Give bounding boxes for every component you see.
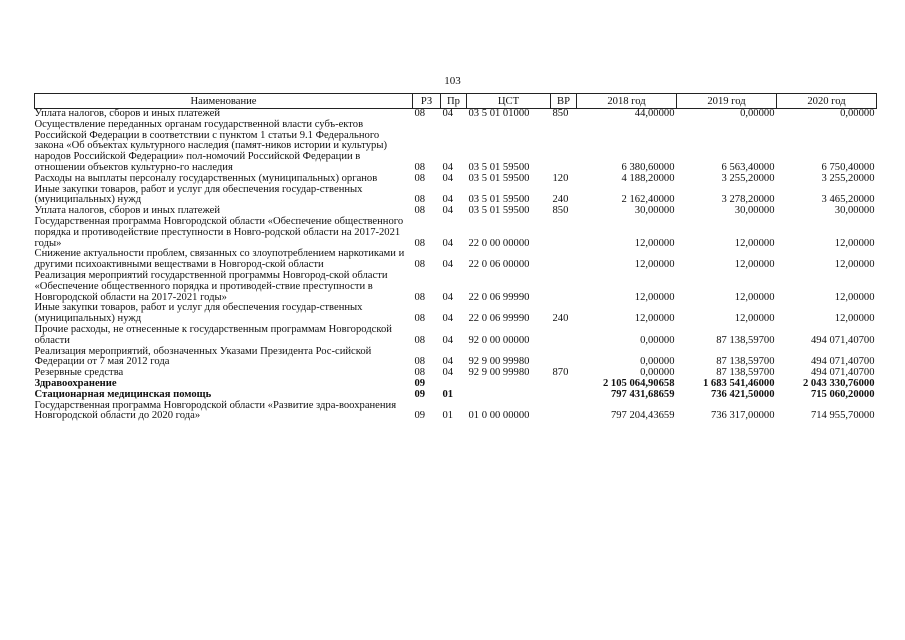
- header-pr: Пр: [441, 94, 467, 109]
- cell-cst: 92 0 00 00000: [468, 334, 530, 346]
- cell-rz: 08: [414, 291, 426, 303]
- cell-pr: 04: [442, 108, 454, 119]
- cell-2020: 494 071,40700: [810, 367, 875, 379]
- cell-2019: 30,00000: [734, 205, 775, 217]
- cell-rz: 08: [414, 194, 426, 206]
- cell-pr: 04: [442, 334, 454, 346]
- table-row: [35, 325, 877, 347]
- cell-vr: [551, 325, 577, 347]
- cell-cst: 03 5 01 59500: [468, 161, 530, 173]
- cell-cst: 92 9 00 99980: [468, 367, 530, 379]
- cell-pr: 01: [442, 410, 454, 422]
- cell-pr: 04: [442, 161, 454, 173]
- cell-2020: 0,00000: [840, 108, 875, 119]
- cell-pr: 04: [442, 313, 454, 325]
- cell-2018: 44,00000: [634, 108, 675, 119]
- cell-name: Стационарная медицинская помощь: [34, 388, 212, 400]
- cell-pr: 04: [442, 356, 454, 368]
- cell-2019: 87 138,59700: [716, 367, 775, 379]
- cell-2020: 12,00000: [834, 259, 875, 271]
- cell-2019: 3 278,20000: [721, 194, 775, 206]
- cell-2020: 12,00000: [834, 291, 875, 303]
- cell-vr: [551, 271, 577, 303]
- cell-2020: 3 465,20000: [821, 194, 875, 206]
- cell-2020: 494 071,40700: [810, 356, 875, 368]
- cell-name: Реализация мероприятий, обозначенных Указами Президента Рос-сийской Федерации от 7 мая 2012 года: [34, 345, 372, 368]
- cell-pr: 04: [442, 367, 454, 379]
- table-row: [35, 120, 877, 174]
- cell-2020: 2 043 330,76000: [802, 377, 875, 389]
- cell-name: Снижение актуальности проблем, связанных со злоупотреблением наркотиками и другими психоактивными веществами в Новгород-ской области: [34, 248, 405, 271]
- cell-cst: 22 0 06 00000: [468, 259, 530, 271]
- budget-table: [34, 93, 877, 422]
- cell-2019: 87 138,59700: [716, 334, 775, 346]
- cell-2020: 715 060,20000: [810, 388, 875, 400]
- table-row: [35, 185, 877, 207]
- table-row: [35, 347, 877, 369]
- cell-cst: 03 5 01 59500: [468, 172, 530, 184]
- table-row: [35, 390, 877, 401]
- table-row: [35, 401, 877, 423]
- cell-rz: 08: [414, 334, 426, 346]
- cell-2020: 30,00000: [834, 205, 875, 217]
- header-cst: ЦСТ: [467, 94, 551, 109]
- cell-2018: 0,00000: [640, 334, 675, 346]
- table-row: [35, 303, 877, 325]
- cell-2018: 6 380,60000: [621, 161, 675, 173]
- cell-2018: 797 431,68659: [610, 388, 675, 400]
- cell-vr: [551, 379, 577, 390]
- cell-2019: 87 138,59700: [716, 356, 775, 368]
- cell-cst: 03 5 01 59500: [468, 205, 530, 217]
- cell-vr: 870: [552, 367, 569, 379]
- cell-vr: 240: [552, 194, 569, 206]
- cell-2019: 12,00000: [734, 313, 775, 325]
- cell-rz: 08: [414, 172, 426, 184]
- cell-vr: [551, 401, 577, 423]
- cell-name: Прочие расходы, не отнесенные к государственным программам Новгородской области: [34, 323, 392, 346]
- cell-rz: 08: [414, 356, 426, 368]
- cell-name: Уплата налогов, сборов и иных платежей: [34, 205, 221, 217]
- cell-cst: 03 5 01 01000: [468, 108, 530, 119]
- cell-cst: 22 0 06 99990: [468, 291, 530, 303]
- cell-name: Иные закупки товаров, работ и услуг для обеспечения государ-ственных (муниципальных) нужд: [34, 183, 363, 206]
- cell-2020: 12,00000: [834, 237, 875, 249]
- cell-rz: 08: [414, 259, 426, 271]
- cell-name: Осуществление переданных органам государственной власти субъ-ектов Российской Федерации в соответствии с пунктом 1 статьи 9.1 Федерального закона «Об объектах культурного наследия (памят-ников истории и культуры) народов Российской Федерации» пол-номочий Российской Федерации в отношении объектов культурно-го наследия: [34, 118, 387, 173]
- cell-name: Иные закупки товаров, работ и услуг для обеспечения государ-ственных (муниципальных) нужд: [34, 302, 363, 325]
- cell-2020: 714 955,70000: [810, 410, 875, 422]
- cell-cst: 03 5 01 59500: [468, 194, 530, 206]
- cell-cst: 01 0 00 00000: [468, 410, 530, 422]
- cell-cst: 22 0 06 99990: [468, 313, 530, 325]
- cell-name: Государственная программа Новгородской области «Обеспечение общественного порядка и противодействие преступности в Новго-родской области на 2017-2021 годы»: [34, 215, 404, 249]
- cell-2018: 12,00000: [634, 237, 675, 249]
- cell-pr: 04: [442, 205, 454, 217]
- cell-cst: [467, 390, 551, 401]
- cell-rz: 09: [414, 388, 426, 400]
- cell-pr: 04: [442, 172, 454, 184]
- cell-2018: 2 105 064,90658: [602, 377, 675, 389]
- cell-rz: 08: [414, 367, 426, 379]
- cell-rz: 08: [414, 313, 426, 325]
- cell-name: Расходы на выплаты персоналу государственных (муниципальных) органов: [34, 172, 378, 184]
- cell-rz: 08: [414, 237, 426, 249]
- cell-rz: 09: [414, 410, 426, 422]
- cell-2018: 0,00000: [640, 356, 675, 368]
- cell-vr: [551, 347, 577, 369]
- cell-2018: 12,00000: [634, 291, 675, 303]
- cell-2018: 12,00000: [634, 313, 675, 325]
- cell-name: Уплата налогов, сборов и иных платежей: [34, 108, 221, 119]
- cell-cst: 22 0 00 00000: [468, 237, 530, 249]
- page-number: 103: [444, 75, 461, 87]
- cell-vr: 240: [552, 313, 569, 325]
- cell-rz: 08: [414, 161, 426, 173]
- cell-pr: 04: [442, 291, 454, 303]
- cell-vr: 850: [552, 205, 569, 217]
- header-vr: ВР: [551, 94, 577, 109]
- cell-2018: 12,00000: [634, 259, 675, 271]
- cell-pr: 04: [442, 194, 454, 206]
- table-row: [35, 174, 877, 185]
- cell-rz: 09: [414, 377, 426, 389]
- header-2020: 2020 год: [777, 94, 877, 109]
- cell-cst: [467, 379, 551, 390]
- cell-2019: 0,00000: [740, 108, 775, 119]
- cell-vr: 120: [552, 172, 569, 184]
- cell-cst: 92 9 00 99980: [468, 356, 530, 368]
- cell-2018: 0,00000: [640, 367, 675, 379]
- cell-2019: 1 683 541,46000: [702, 377, 775, 389]
- header-rz: РЗ: [413, 94, 441, 109]
- cell-2020: 494 071,40700: [810, 334, 875, 346]
- table-row: [35, 249, 877, 271]
- table-body: [35, 109, 877, 423]
- cell-pr: 04: [442, 237, 454, 249]
- cell-rz: 08: [414, 108, 426, 119]
- cell-2020: 3 255,20000: [821, 172, 875, 184]
- cell-name: Государственная программа Новгородской области «Развитие здра-воохранения Новгородской области до 2020 года»: [34, 399, 397, 422]
- cell-vr: 850: [552, 108, 569, 119]
- cell-2018: 797 204,43659: [610, 410, 675, 422]
- cell-rz: 08: [414, 205, 426, 217]
- cell-2019: 12,00000: [734, 259, 775, 271]
- cell-2019: 12,00000: [734, 237, 775, 249]
- cell-vr: [551, 217, 577, 249]
- table-row: [35, 271, 877, 303]
- table-row: [35, 217, 877, 249]
- cell-2018: 2 162,40000: [621, 194, 675, 206]
- cell-vr: [551, 120, 577, 174]
- table-header: [35, 94, 877, 109]
- cell-name: Реализация мероприятий государственной программы Новгород-ской области «Обеспечение общественного порядка и противодей-ствие преступности в Новгородской области на 2017-2021 годы»: [34, 269, 388, 303]
- cell-2018: 4 188,20000: [621, 172, 675, 184]
- cell-2019: 736 421,50000: [710, 388, 775, 400]
- cell-vr: [551, 249, 577, 271]
- cell-2019: 6 563,40000: [721, 161, 775, 173]
- header-2019: 2019 год: [677, 94, 777, 109]
- cell-name: Здравоохранение: [34, 377, 117, 389]
- cell-2018: 30,00000: [634, 205, 675, 217]
- cell-2019: 3 255,20000: [721, 172, 775, 184]
- cell-pr: 04: [442, 259, 454, 271]
- cell-pr: 01: [442, 388, 454, 400]
- cell-2020: 12,00000: [834, 313, 875, 325]
- cell-vr: [551, 390, 577, 401]
- cell-2019: 12,00000: [734, 291, 775, 303]
- cell-2020: 6 750,40000: [821, 161, 875, 173]
- header-2018: 2018 год: [577, 94, 677, 109]
- header-name: Наименование: [35, 94, 413, 109]
- cell-2019: 736 317,00000: [710, 410, 775, 422]
- cell-name: Резервные средства: [34, 367, 124, 379]
